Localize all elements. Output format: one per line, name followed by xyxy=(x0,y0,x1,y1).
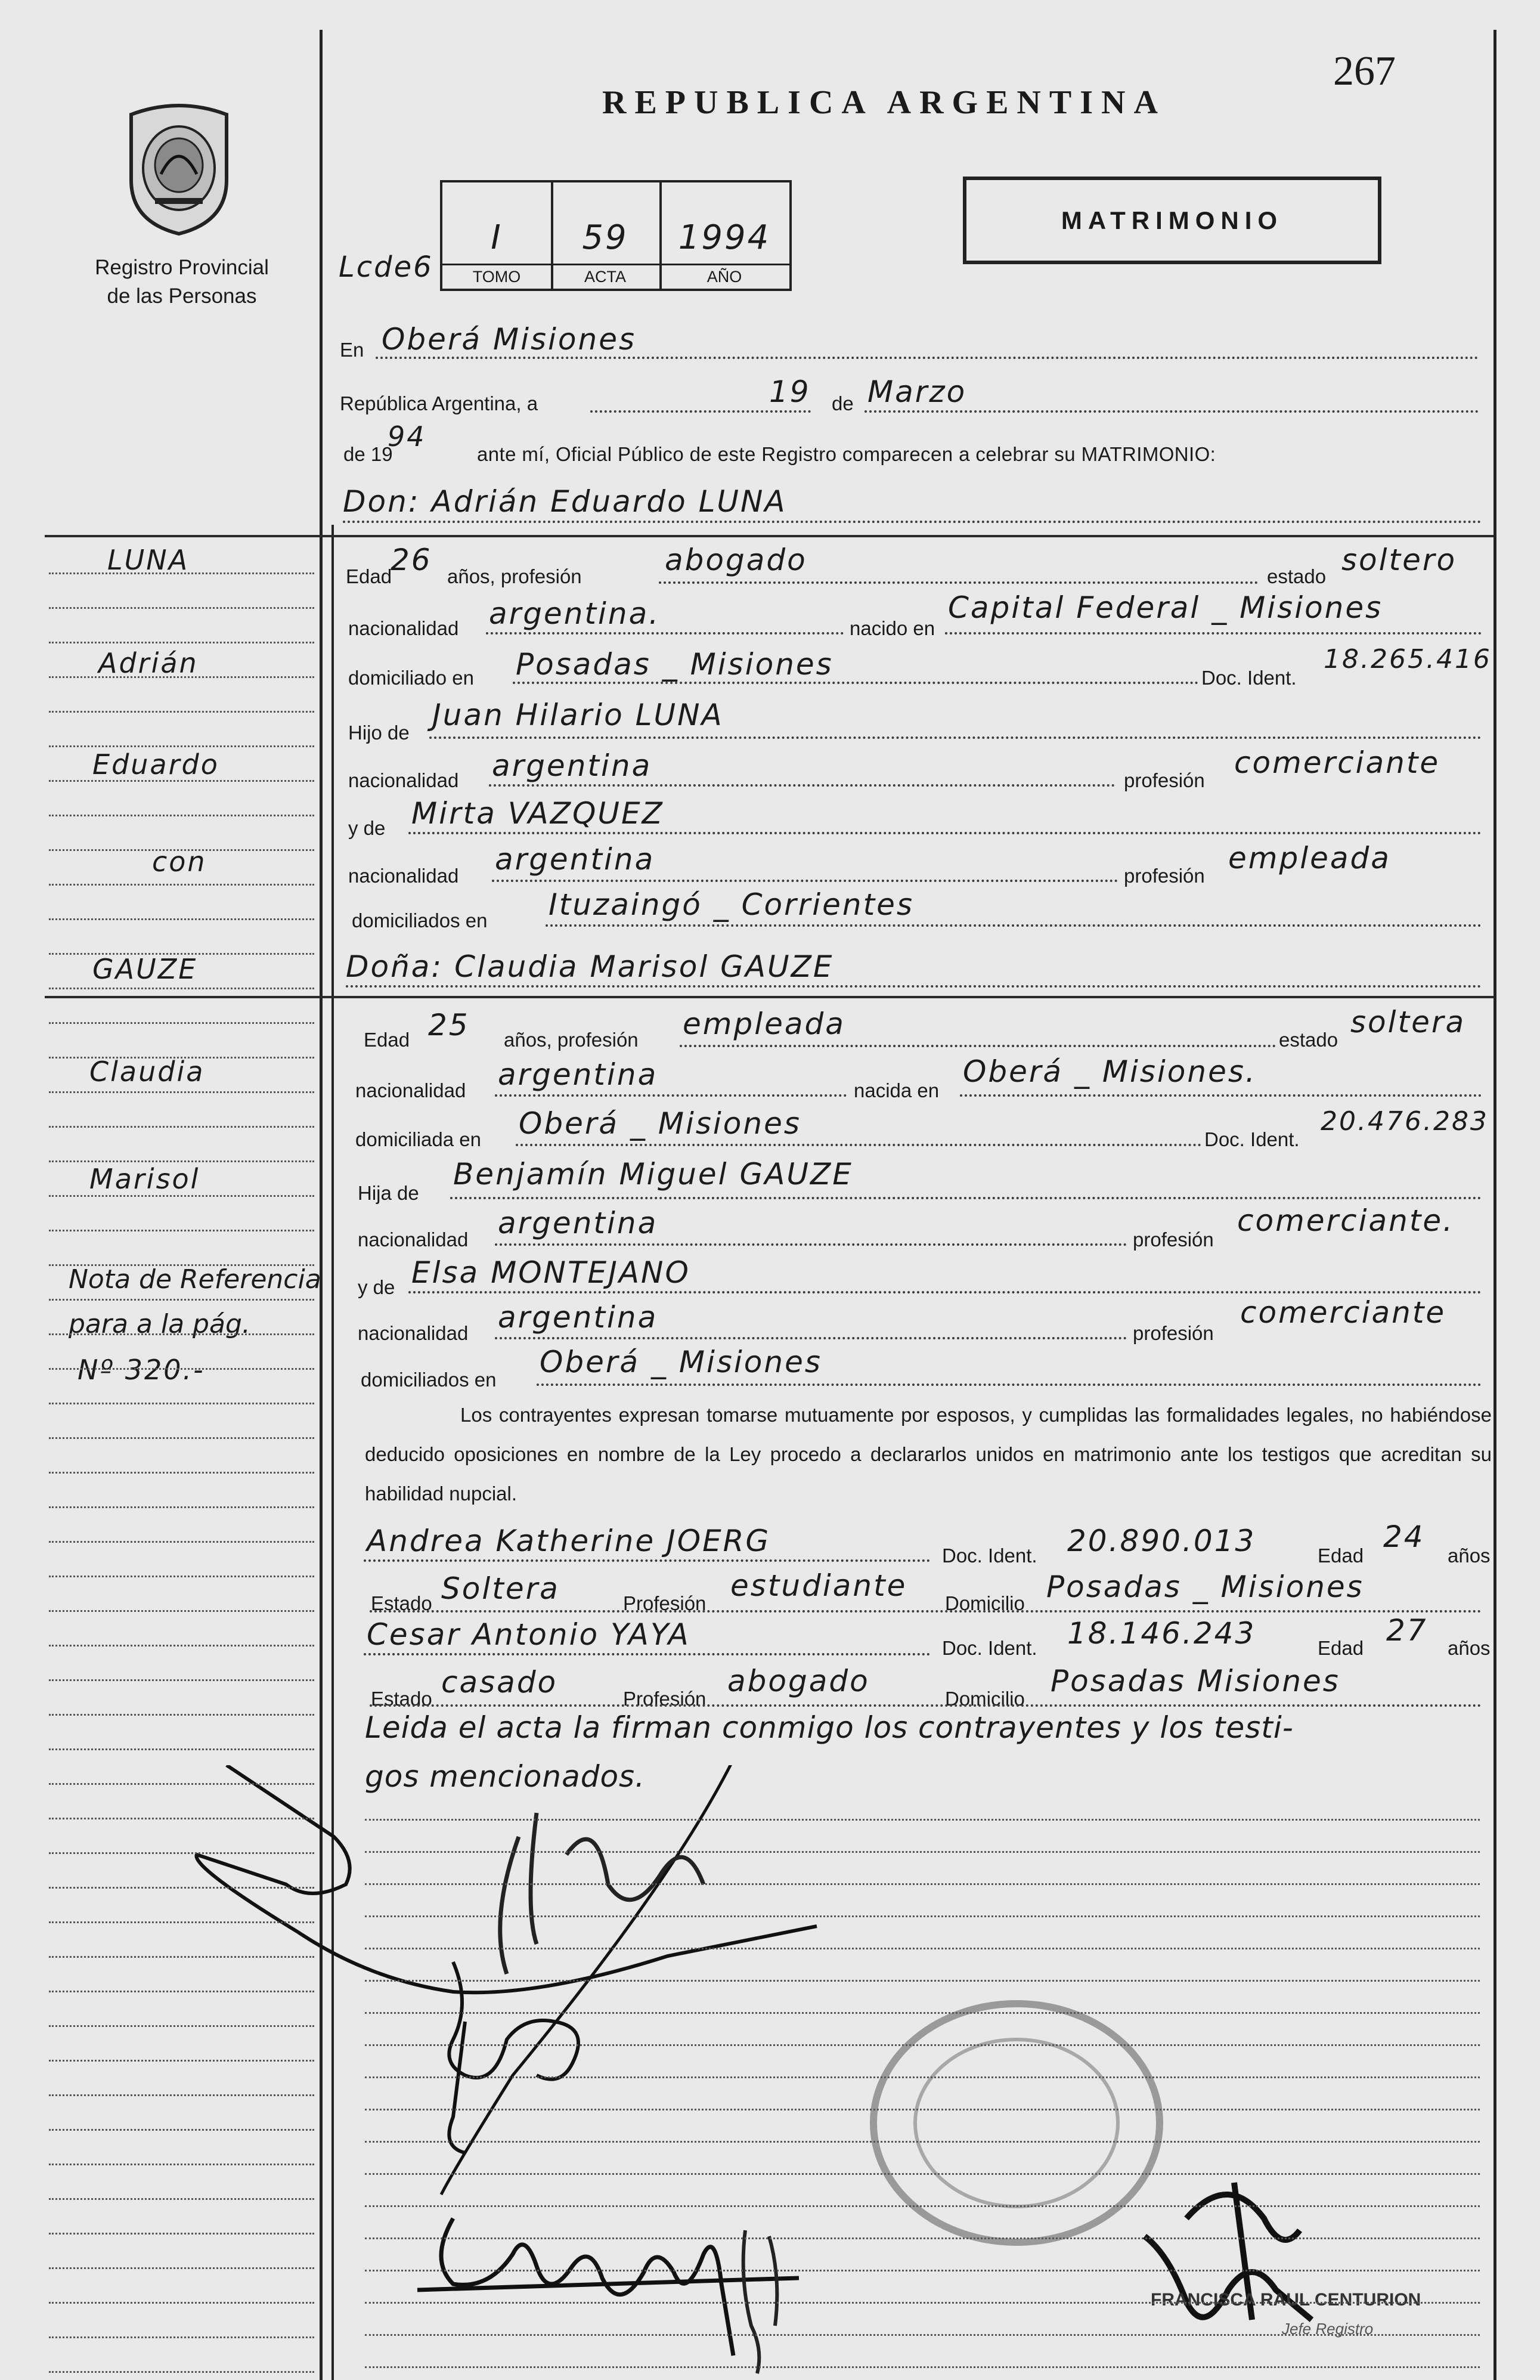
separator-bride xyxy=(45,996,1493,998)
groom-mother-nat-line xyxy=(492,880,1118,882)
registry-line-2: de las Personas xyxy=(107,284,257,308)
republic-date-label: República Argentina, a xyxy=(340,392,538,414)
groom-age-label: Edad xyxy=(346,565,392,587)
bride-father-prof: comerciante. xyxy=(1237,1203,1455,1238)
bride-parents-domicile: Oberá _ Misiones xyxy=(540,1345,822,1379)
registrar-title-stamp: Jefe Registro xyxy=(1282,2320,1374,2338)
bride-born-line xyxy=(960,1094,1482,1097)
witness-1-dom-label: Domicilio xyxy=(945,1592,1025,1614)
margin-ruled-line xyxy=(49,918,314,920)
margin-ruled-line xyxy=(49,953,314,955)
groom-status-label: estado xyxy=(1267,565,1327,587)
witness-2-doc-label: Doc. Ident. xyxy=(942,1637,1037,1659)
ano-label: AÑO xyxy=(659,264,789,286)
margin-surname-groom: LUNA xyxy=(107,544,190,576)
margin-ruled-line xyxy=(49,1472,314,1474)
bride-age-label: Edad xyxy=(364,1029,410,1051)
margin-ruled-line xyxy=(49,1264,314,1266)
bride-father-nat: argentina xyxy=(498,1206,658,1240)
margin-ruled-line xyxy=(49,1299,314,1301)
witness-1-prof-label: Profesión xyxy=(623,1592,707,1614)
groom-nationality: argentina. xyxy=(489,596,661,631)
groom-mother-prof-label: profesión xyxy=(1124,865,1205,887)
groom-father-prof: comerciante xyxy=(1234,745,1440,780)
tomo-cell xyxy=(442,182,553,289)
declaration-text: Los contrayentes expresan tomarse mutuamente por esposos, y cumplidas las formalidades legales, no habiéndose deducido oposiciones en nombre de la Ley procedo a declararlos unidos en matrimonio ante los testigos que acreditan su habilidad nupcial. xyxy=(365,1404,1492,1505)
groom-father-line xyxy=(429,736,1482,739)
en-label: En xyxy=(340,339,364,361)
page-number: 267 xyxy=(1333,48,1396,94)
groom-domicile: Posadas _ Misiones xyxy=(516,647,833,682)
witness-1-name-line xyxy=(364,1559,930,1562)
margin-ruled-line xyxy=(49,1921,314,1923)
margin-middle-name-bride: Marisol xyxy=(89,1163,200,1195)
bride-mother-label: y de xyxy=(358,1276,395,1298)
tomo-label: TOMO xyxy=(442,264,551,286)
margin-note-line-3: Nº 320.- xyxy=(78,1354,205,1386)
ruled-line xyxy=(365,2141,1480,2143)
margin-ruled-line xyxy=(49,1195,314,1197)
margin-first-name-groom: Adrián xyxy=(98,647,199,679)
ruled-line xyxy=(365,1915,1480,1917)
groom-nat-line xyxy=(486,632,844,635)
margin-ruled-line xyxy=(49,1645,314,1646)
margin-ruled-line xyxy=(49,1506,314,1508)
groom-mother-nat-label: nacionalidad xyxy=(348,865,459,887)
groom-father-nat-label: nacionalidad xyxy=(348,769,459,791)
groom-mother-prof: empleada xyxy=(1228,841,1391,875)
bride-parents-dom-label: domiciliados en xyxy=(361,1369,497,1391)
witness-1-doc: 20.890.013 xyxy=(1067,1524,1256,1558)
witness-1-years-label: años xyxy=(1448,1545,1491,1567)
ruled-line xyxy=(365,2302,1480,2304)
groom-years-prof-label: años, profesión xyxy=(447,565,582,587)
separator-groom xyxy=(45,535,1493,537)
groom-nat-label: nacionalidad xyxy=(348,617,459,639)
bride-mother: Elsa MONTEJANO xyxy=(411,1255,690,1290)
margin-ruled-line xyxy=(49,988,314,989)
appearance-text: ante mí, Oficial Público de este Registro comparecen a celebrar su MATRIMONIO: xyxy=(477,443,1216,465)
witness-2-status: casado xyxy=(441,1665,558,1700)
provincial-seal-icon xyxy=(119,103,238,237)
groom-age: 26 xyxy=(391,543,432,577)
margin-ruled-line xyxy=(49,1783,314,1785)
margin-ruled-line xyxy=(49,711,314,713)
day-line xyxy=(590,410,811,413)
groom-mother: Mirta VAZQUEZ xyxy=(411,796,664,831)
witness-2-dom-label: Domicilio xyxy=(945,1688,1025,1710)
bride-parents-dom-line xyxy=(537,1384,1482,1386)
groom-status: soltero xyxy=(1341,543,1457,577)
groom-father-nat: argentina xyxy=(492,748,652,783)
bride-mother-nat-line xyxy=(495,1337,1127,1339)
margin-ruled-line xyxy=(49,1852,314,1854)
groom-dom-label: domiciliado en xyxy=(348,667,474,689)
bride-mother-prof: comerciante xyxy=(1240,1295,1446,1330)
ceremony-day: 19 xyxy=(769,375,811,409)
ano-value: 1994 xyxy=(678,218,771,257)
margin-code: Lcde6 xyxy=(339,250,433,284)
margin-first-name-bride: Claudia xyxy=(89,1056,205,1088)
margin-ruled-line xyxy=(49,572,314,574)
margin-ruled-line xyxy=(49,2094,314,2096)
witness-1-status-label: Estado xyxy=(371,1592,432,1614)
margin-ruled-line xyxy=(49,1576,314,1577)
ruled-line xyxy=(365,2270,1480,2271)
groom-name-line xyxy=(343,521,1482,523)
margin-ruled-line xyxy=(49,2267,314,2269)
margin-ruled-line xyxy=(49,1126,314,1128)
margin-ruled-line xyxy=(49,1437,314,1439)
witness-2-status-label: Estado xyxy=(371,1688,432,1710)
bride-status: soltera xyxy=(1350,1005,1466,1039)
margin-middle-name-groom: Eduardo xyxy=(92,748,219,781)
witness-2-age: 27 xyxy=(1386,1613,1428,1648)
margin-ruled-line xyxy=(49,1714,314,1716)
bride-father: Benjamín Miguel GAUZE xyxy=(453,1157,853,1191)
witness-1-name: Andrea Katherine JOERG xyxy=(367,1524,771,1558)
margin-con: con xyxy=(152,846,207,878)
witness-2-age-label: Edad xyxy=(1318,1637,1364,1659)
margin-ruled-line xyxy=(49,1679,314,1681)
bride-birthplace: Oberá _ Misiones. xyxy=(963,1054,1257,1089)
witness-1-age-label: Edad xyxy=(1318,1545,1364,1567)
groom-prof-line xyxy=(659,581,1258,584)
witness-1-age: 24 xyxy=(1383,1519,1425,1554)
groom-dom-line xyxy=(513,682,1198,684)
bride-father-label: Hija de xyxy=(358,1182,419,1204)
witness-2-doc: 18.146.243 xyxy=(1067,1616,1256,1651)
margin-ruled-line xyxy=(49,815,314,816)
bride-mother-nat-label: nacionalidad xyxy=(358,1322,469,1344)
margin-ruled-line xyxy=(49,884,314,886)
bride-dom-label: domiciliada en xyxy=(355,1128,481,1150)
witness-2-name: Cesar Antonio YAYA xyxy=(367,1617,690,1652)
ceremony-place: Oberá Misiones xyxy=(382,322,637,357)
bride-father-nat-line xyxy=(495,1243,1127,1246)
margin-note-line-2: para a la pág. xyxy=(69,1309,250,1339)
bride-name: Doña: Claudia Marisol GAUZE xyxy=(346,949,834,984)
witness-2-prof-label: Profesión xyxy=(623,1688,707,1710)
bride-doc: 20.476.283 xyxy=(1321,1106,1489,1137)
groom-parents-dom-label: domiciliados en xyxy=(352,909,488,931)
bride-age: 25 xyxy=(428,1008,470,1042)
ruled-line xyxy=(365,2012,1480,2014)
groom-mother-line xyxy=(408,832,1482,834)
margin-ruled-line xyxy=(49,1403,314,1404)
bride-dom-line xyxy=(516,1144,1201,1146)
bride-nat-label: nacionalidad xyxy=(355,1079,466,1101)
witness-1-doc-label: Doc. Ident. xyxy=(942,1545,1037,1567)
ruled-line xyxy=(365,2044,1480,2046)
ruled-line xyxy=(365,1980,1480,1982)
margin-ruled-line xyxy=(49,745,314,747)
witness-2-domicile: Posadas Misiones xyxy=(1051,1664,1340,1698)
registry-name xyxy=(72,253,292,311)
registrar-name-stamp: FRANCISCA RAUL CENTURION xyxy=(1151,2290,1421,2310)
witness-1-status: Soltera xyxy=(441,1571,560,1606)
margin-ruled-line xyxy=(49,1887,314,1889)
groom-father-prof-label: profesión xyxy=(1124,769,1205,791)
margin-ruled-line xyxy=(49,1818,314,1819)
margin-ruled-line xyxy=(49,1057,314,1059)
ruled-line xyxy=(365,2366,1480,2368)
witness-2-name-line xyxy=(364,1653,930,1655)
margin-ruled-line xyxy=(49,1091,314,1093)
ruled-line xyxy=(365,2237,1480,2239)
groom-parents-dom-line xyxy=(546,924,1482,927)
bride-mother-prof-label: profesión xyxy=(1133,1322,1214,1344)
margin-ruled-line xyxy=(49,1022,314,1024)
closing-line-1: Leida el acta la firman conmigo los contrayentes y los testi- xyxy=(365,1710,1294,1745)
bride-profession: empleada xyxy=(683,1007,845,1041)
bride-nat-line xyxy=(495,1094,847,1097)
ruled-line xyxy=(365,2173,1480,2175)
margin-ruled-line xyxy=(49,1230,314,1231)
groom-profession: abogado xyxy=(665,543,807,577)
bride-doc-label: Doc. Ident. xyxy=(1204,1128,1300,1150)
margin-ruled-line xyxy=(49,2371,314,2373)
groom-father-nat-line xyxy=(489,784,1115,787)
groom-father: Juan Hilario LUNA xyxy=(432,698,724,732)
bride-years-prof-label: años, profesión xyxy=(504,1029,639,1051)
margin-ruled-line xyxy=(49,2302,314,2304)
acta-label: ACTA xyxy=(551,264,659,286)
signature-scribbles xyxy=(0,1765,1540,2380)
groom-mother-label: y de xyxy=(348,817,386,839)
act-type-box xyxy=(963,177,1381,264)
bride-mother-nat: argentina xyxy=(498,1300,658,1335)
witness-2-profession: abogado xyxy=(727,1664,870,1698)
margin-ruled-line xyxy=(49,1368,314,1370)
acta-value: 59 xyxy=(582,218,628,257)
margin-ruled-line xyxy=(49,1541,314,1543)
margin-ruled-line xyxy=(49,1333,314,1335)
month-line xyxy=(864,410,1479,413)
ruled-line xyxy=(365,2076,1480,2078)
groom-name: Don: Adrián Eduardo LUNA xyxy=(343,484,787,519)
bride-father-nat-label: nacionalidad xyxy=(358,1228,469,1251)
margin-ruled-line xyxy=(49,2198,314,2200)
margin-surname-bride: GAUZE xyxy=(92,953,198,985)
groom-born-line xyxy=(945,632,1482,635)
acta-cell xyxy=(551,182,662,289)
ruled-line xyxy=(365,1883,1480,1885)
closing-line-2: gos mencionados. xyxy=(365,1759,646,1794)
groom-father-label: Hijo de xyxy=(348,722,410,744)
groom-mother-nat: argentina xyxy=(495,842,655,877)
tomo-value: I xyxy=(491,218,503,257)
margin-ruled-line xyxy=(49,780,314,782)
registry-line-1: Registro Provincial xyxy=(95,256,269,279)
bride-domicile: Oberá _ Misiones xyxy=(519,1106,801,1141)
ruled-line xyxy=(365,2205,1480,2207)
witness-2-years-label: años xyxy=(1448,1637,1491,1659)
ruled-line xyxy=(365,2334,1480,2336)
margin-ruled-line xyxy=(49,676,314,678)
margin-ruled-line xyxy=(49,1956,314,1958)
witness-1-profession: estudiante xyxy=(730,1568,907,1603)
margin-ruled-line xyxy=(49,2233,314,2234)
margin-ruled-line xyxy=(49,2336,314,2338)
record-reference-box xyxy=(440,180,792,291)
de-label: de xyxy=(832,392,854,414)
margin-ruled-line xyxy=(49,2164,314,2165)
groom-doc: 18.265.416 xyxy=(1324,644,1492,674)
year-prefix: de 19 xyxy=(343,443,393,465)
witness-1-line xyxy=(370,1610,1482,1613)
groom-parents-domicile: Ituzaingó _ Corrientes xyxy=(549,887,914,922)
groom-doc-label: Doc. Ident. xyxy=(1201,667,1297,689)
bride-name-line xyxy=(346,985,1482,988)
bride-prof-line xyxy=(680,1045,1276,1047)
bride-father-line xyxy=(450,1197,1482,1199)
ruled-line xyxy=(365,1948,1480,1949)
margin-ruled-line xyxy=(49,642,314,643)
ano-cell xyxy=(659,182,789,289)
ceremony-month: Marzo xyxy=(867,375,967,409)
margin-ruled-line xyxy=(49,2060,314,2062)
bride-status-label: estado xyxy=(1279,1029,1338,1051)
ruled-line xyxy=(365,2109,1480,2110)
margin-ruled-line xyxy=(49,1160,314,1162)
country-title: REPUBLICA ARGENTINA xyxy=(602,84,1166,121)
bride-born-label: nacida en xyxy=(854,1079,940,1101)
margin-ruled-line xyxy=(49,607,314,609)
act-type: MATRIMONIO xyxy=(1061,206,1284,234)
margin-ruled-line xyxy=(49,849,314,851)
bride-nationality: argentina xyxy=(498,1057,658,1092)
margin-ruled-line xyxy=(49,2129,314,2131)
margin-ruled-line xyxy=(49,2025,314,2027)
margin-ruled-line xyxy=(49,1610,314,1612)
groom-birthplace: Capital Federal _ Misiones xyxy=(948,590,1383,625)
ruled-line xyxy=(365,1819,1480,1821)
margin-ruled-line xyxy=(49,1748,314,1750)
witness-2-line xyxy=(370,1704,1482,1707)
year-suffix: 94 xyxy=(388,420,426,453)
witness-1-domicile: Posadas _ Misiones xyxy=(1046,1570,1364,1604)
bride-mother-line xyxy=(408,1291,1482,1293)
margin-note-line-1: Nota de Referencia xyxy=(69,1264,321,1295)
ruled-line xyxy=(365,1851,1480,1853)
groom-born-label: nacido en xyxy=(850,617,935,639)
bride-father-prof-label: profesión xyxy=(1133,1228,1214,1251)
place-line xyxy=(376,357,1479,359)
margin-ruled-line xyxy=(49,1991,314,1992)
